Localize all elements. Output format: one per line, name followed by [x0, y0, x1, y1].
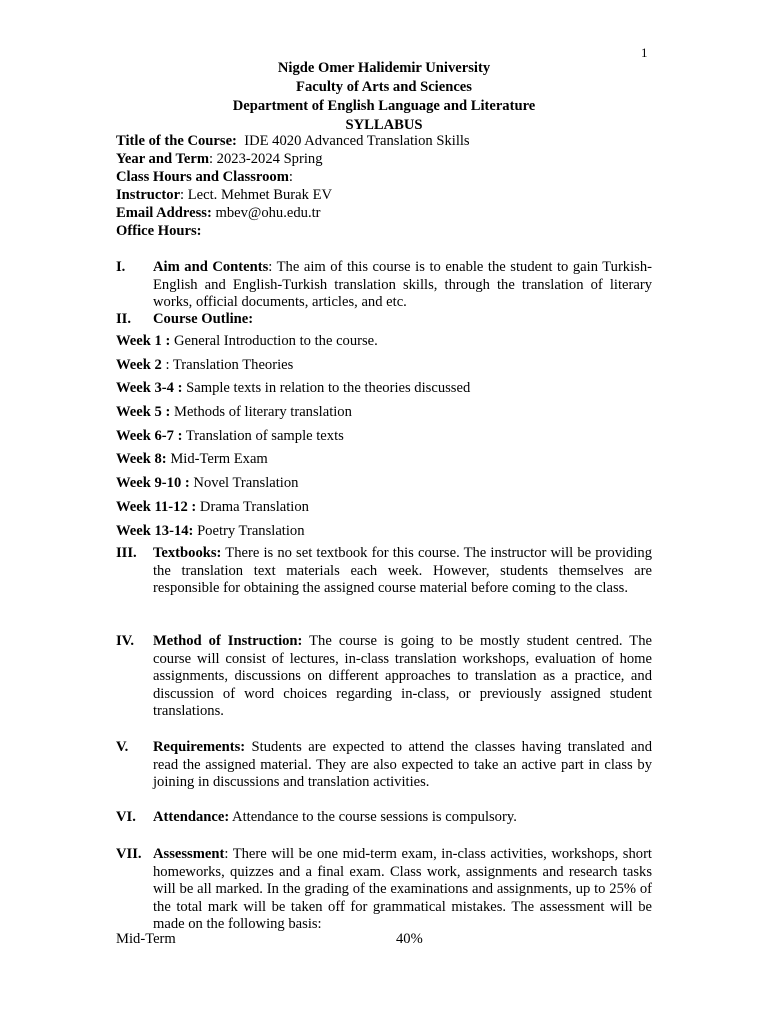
section-number: V. — [116, 739, 129, 755]
week-topic: : Translation Theories — [161, 356, 294, 373]
section-number: II. — [116, 311, 132, 327]
section-number: VII. — [116, 846, 142, 862]
assessment-row — [116, 931, 656, 949]
section-text: The course is going to be mostly student centred. The course will consist of lectures, in-class translation workshops, evaluation of home assignments, discussions on different approaches to translation as a practice, and discussion of word choices regarding in-class, or previously assigned student translations. — [153, 633, 652, 719]
info-label: Year and Term — [116, 151, 209, 167]
department-name: Department of English Language and Literature — [232, 98, 536, 114]
section-text: : There will be one mid-term exam, in-class activities, workshops, short homeworks, quizzes and a final exam. Class work, assignments and research tasks will be all marked. In the grading of the examinations and assignments, up to 25% of the total mark will be taken off for grammatical mistakes. The assessment will be made on the following basis: — [153, 846, 652, 932]
week-label: Week 9-10 : — [116, 475, 190, 492]
week-topic: Translation of sample texts — [182, 427, 344, 444]
info-label: Title of the Course: — [116, 133, 237, 149]
week-label: Week 8: — [116, 451, 167, 468]
week-label: Week 1 : — [116, 333, 171, 349]
faculty-name: Faculty of Arts and Sciences — [296, 79, 472, 95]
assessment-percent: 40% — [396, 931, 423, 947]
week-topic: Drama Translation — [196, 498, 309, 515]
instructor-row — [116, 186, 656, 204]
document-type: SYLLABUS — [345, 117, 423, 133]
section-title: Course Outline: — [153, 311, 254, 327]
section-title: Aim and Contents — [153, 259, 269, 275]
week-label: Week 11-12 : — [116, 498, 197, 515]
email-link[interactable]: mbev@ohu.edu.tr — [211, 205, 321, 221]
assessment-item: Mid-Term — [116, 931, 176, 947]
section-number: III. — [116, 545, 137, 561]
week-row — [116, 474, 656, 498]
week-row — [116, 332, 656, 356]
week-row — [116, 356, 656, 380]
week-label: Week 13-14: — [116, 522, 194, 539]
week-row — [116, 522, 656, 546]
course-outline-weeks — [116, 332, 656, 545]
course-info — [116, 132, 656, 240]
week-row — [116, 379, 656, 403]
info-value: : — [288, 169, 293, 185]
section-textbooks — [116, 545, 652, 598]
info-label: Office Hours: — [116, 223, 202, 239]
document-header — [0, 59, 768, 135]
section-title: Attendance: — [153, 809, 230, 825]
email-row — [116, 204, 656, 222]
info-label: Class Hours and Classroom — [116, 169, 289, 185]
week-label: Week 3-4 : — [116, 380, 183, 397]
section-title: Requirements: — [153, 739, 246, 755]
week-topic: Poetry Translation — [193, 522, 305, 539]
week-row — [116, 427, 656, 451]
section-assessment — [116, 846, 652, 934]
section-text: Attendance to the course sessions is compulsory. — [229, 809, 517, 825]
week-topic: Sample texts in relation to the theories discussed — [182, 380, 471, 397]
section-number: VI. — [116, 809, 136, 825]
section-body — [153, 545, 652, 598]
info-label: Email Address: — [116, 205, 212, 221]
week-label: Week 2 — [116, 356, 162, 373]
week-topic: Novel Translation — [189, 475, 299, 492]
section-text: : The aim of this course is to enable the student to gain Turkish-English and English-Turkish translation skills, through the translation of literary works, official documents, articles, and etc. — [153, 259, 652, 310]
info-value: : Lect. Mehmet Burak EV — [180, 187, 333, 203]
section-title: Method of Instruction: — [153, 633, 303, 649]
section-outline — [116, 311, 652, 329]
section-number: I. — [116, 259, 126, 275]
section-text: There is no set textbook for this course. The instructor will be providing the translation text materials each week. However, students themselves are responsible for obtaining the assigned course material before coming to the class. — [153, 545, 652, 596]
section-aim — [116, 259, 652, 312]
info-value: : 2023-2024 Spring — [208, 151, 323, 167]
week-row — [116, 450, 656, 474]
section-number: IV. — [116, 633, 134, 649]
section-body — [153, 259, 652, 312]
section-body — [153, 809, 652, 827]
course-title-row — [116, 132, 656, 150]
week-topic: Mid-Term Exam — [166, 451, 268, 468]
info-label: Instructor — [116, 187, 181, 203]
info-value: IDE 4020 Advanced Translation Skills — [236, 133, 470, 149]
week-row — [116, 498, 656, 522]
section-body — [153, 739, 652, 792]
section-text: Students are expected to attend the classes having translated and read the assigned material. They are also expected to take an active part in class by joining in discussions and translation activities. — [153, 739, 652, 790]
week-label: Week 5 : — [116, 404, 171, 421]
office-hours-row — [116, 222, 656, 240]
section-attendance — [116, 809, 652, 827]
university-name: Nigde Omer Halidemir University — [277, 60, 491, 76]
section-body — [153, 311, 652, 329]
class-hours-row — [116, 168, 656, 186]
page-number: 1 — [641, 45, 648, 60]
section-requirements — [116, 739, 652, 792]
section-method — [116, 633, 652, 721]
section-title: Textbooks: — [153, 545, 222, 561]
section-body — [153, 846, 652, 934]
week-row — [116, 403, 656, 427]
week-topic: Methods of literary translation — [170, 404, 352, 421]
section-body — [153, 633, 652, 721]
week-topic: General Introduction to the course. — [170, 333, 378, 349]
year-term-row — [116, 150, 656, 168]
section-title: Assessment — [153, 846, 225, 862]
week-label: Week 6-7 : — [116, 427, 183, 444]
